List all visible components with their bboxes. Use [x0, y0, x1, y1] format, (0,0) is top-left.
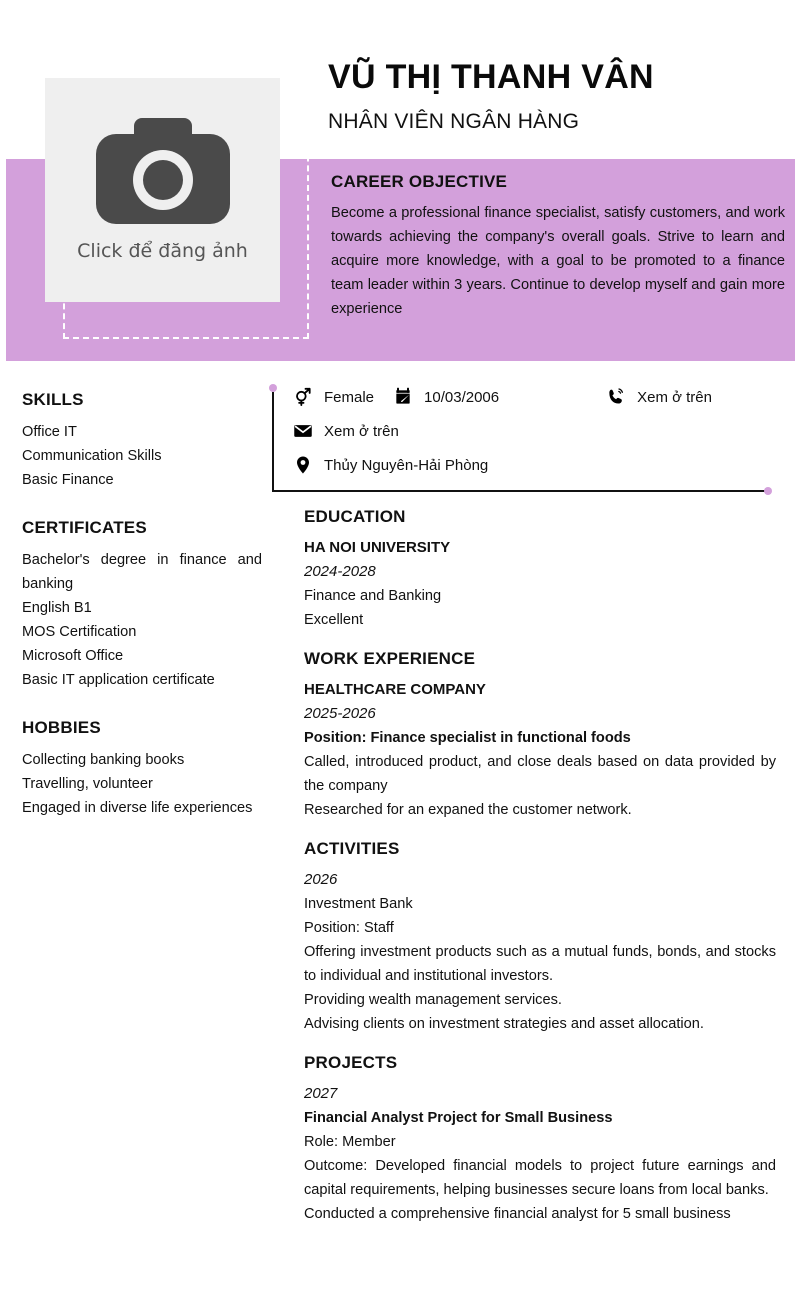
list-item: Collecting banking books [22, 752, 185, 768]
contact-row-2 [292, 414, 792, 448]
contact-gender [292, 386, 374, 408]
education-heading: EDUCATION [304, 507, 406, 526]
certificates-heading: CERTIFICATES [22, 518, 147, 537]
section-work-experience [304, 649, 776, 822]
calendar-icon [392, 386, 414, 408]
work-position: Position: Finance specialist in functional foods [304, 730, 631, 746]
contact-birthday [392, 386, 499, 408]
education-grade: Excellent [304, 612, 364, 628]
timeline-top-dot [269, 384, 277, 392]
skills-heading: SKILLS [22, 390, 84, 409]
activities-position: Position: Staff [304, 920, 394, 936]
camera-icon [96, 118, 230, 224]
contact-gender-value: Female [324, 388, 375, 406]
work-heading: WORK EXPERIENCE [304, 649, 476, 668]
activities-duty: Offering investment products such as a mutual funds, bonds, and stocks to individual and institutional investors. [304, 944, 776, 984]
photo-upload-placeholder[interactable] [45, 78, 280, 302]
timeline-end-dot [764, 487, 772, 495]
work-duty: Called, introduced product, and close deals based on data provided by the company [304, 754, 776, 794]
projects-title: Financial Analyst Project for Small Business [304, 1110, 613, 1126]
candidate-job-title: NHÂN VIÊN NGÂN HÀNG [328, 110, 580, 133]
sidebar-section-certificates [22, 518, 262, 692]
activities-years: 2026 [304, 871, 338, 888]
career-objective-section [331, 172, 785, 321]
list-item: Office IT [22, 424, 77, 440]
activities-duty: Providing wealth management services. [304, 992, 562, 1008]
activities-heading: ACTIVITIES [304, 839, 400, 858]
activities-duty: Advising clients on investment strategies and asset allocation. [304, 1016, 704, 1032]
projects-extra: Conducted a comprehensive financial analyst for 5 small business [304, 1206, 731, 1222]
list-item: English B1 [22, 600, 92, 616]
contact-birthday-value: 10/03/2006 [424, 388, 500, 406]
timeline-vertical-rule [272, 392, 274, 491]
activities-org: Investment Bank [304, 896, 413, 912]
career-objective-heading: CAREER OBJECTIVE [331, 172, 508, 191]
education-major: Finance and Banking [304, 588, 442, 604]
contact-phone [605, 386, 712, 408]
section-education [304, 507, 776, 632]
phone-icon [605, 386, 627, 408]
projects-years: 2027 [304, 1085, 338, 1102]
section-projects [304, 1053, 776, 1226]
work-org: HEALTHCARE COMPANY [304, 681, 486, 698]
candidate-name: VŨ THỊ THANH VÂN [328, 58, 654, 96]
list-item: Bachelor's degree in finance and banking [22, 552, 262, 592]
location-pin-icon [292, 454, 314, 476]
career-objective-body: Become a professional finance specialist, satisfy customers, and work towards achieving the company's overall goals. Strive to learn and acquire more knowledge, with a goal to be promoted to a finance team leader within 3 years. Continue to develop myself and gain more experience [331, 205, 785, 317]
list-item: MOS Certification [22, 624, 137, 640]
sidebar-section-hobbies [22, 718, 262, 820]
section-activities [304, 839, 776, 1036]
list-item: Basic Finance [22, 472, 114, 488]
photo-upload-label: Click để đăng ảnh [77, 240, 248, 262]
projects-outcome: Outcome: Developed financial models to project future earnings and capital requirements, helping businesses secure loans from local banks. [304, 1158, 776, 1198]
contact-info [292, 380, 792, 482]
contact-row-3 [292, 448, 792, 482]
work-duty: Researched for an expaned the customer network. [304, 802, 632, 818]
envelope-icon [292, 420, 314, 442]
list-item: Travelling, volunteer [22, 776, 153, 792]
education-years: 2024-2028 [304, 563, 376, 580]
list-item: Microsoft Office [22, 648, 124, 664]
main-column [304, 507, 776, 1246]
contact-email-value: Xem ở trên [324, 422, 399, 440]
hobbies-heading: HOBBIES [22, 718, 101, 737]
sidebar [22, 390, 262, 846]
education-org: HA NOI UNIVERSITY [304, 539, 451, 556]
list-item: Communication Skills [22, 448, 162, 464]
work-years: 2025-2026 [304, 705, 376, 722]
contact-email [292, 420, 399, 442]
projects-heading: PROJECTS [304, 1053, 398, 1072]
projects-role: Role: Member [304, 1134, 396, 1150]
list-item: Engaged in diverse life experiences [22, 800, 253, 816]
contact-address [292, 454, 488, 476]
contact-phone-value: Xem ở trên [637, 388, 712, 406]
timeline-horizontal-rule [272, 490, 766, 492]
contact-address-value: Thủy Nguyên-Hải Phòng [324, 456, 489, 474]
gender-icon [292, 386, 314, 408]
list-item: Basic IT application certificate [22, 672, 215, 688]
contact-row-1 [292, 380, 792, 414]
sidebar-section-skills [22, 390, 262, 492]
